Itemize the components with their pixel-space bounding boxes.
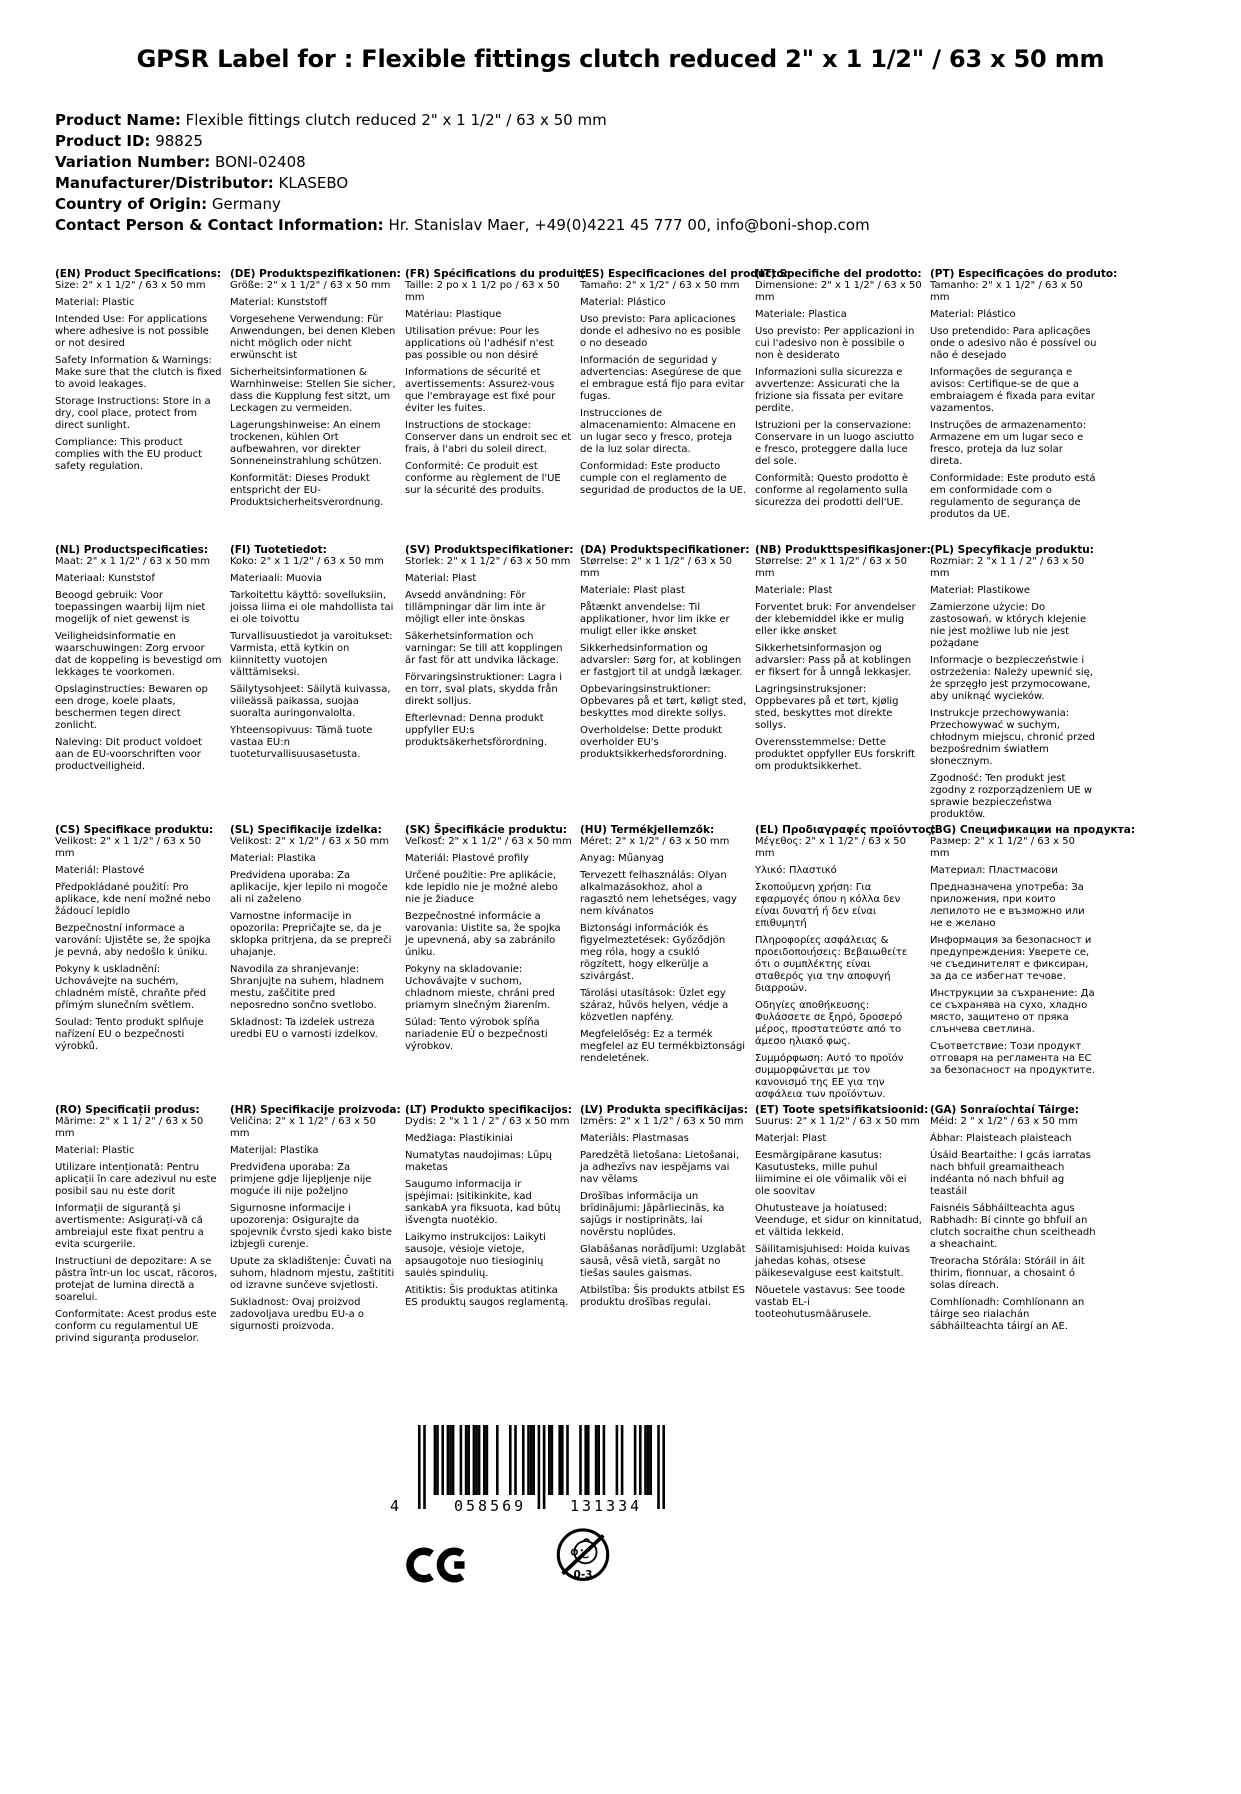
spec-paragraph: Sukladnost: Ovaj proizvod zadovoljava uredbu EU-a o sigurnosti proizvoda.: [230, 1297, 365, 1332]
spec-paragraph: Material: Plástico: [930, 309, 1016, 320]
spec-paragraph: Vorgesehene Verwendung: Für Anwendungen, bei denen Kleben nicht möglich oder nicht erwünscht ist: [230, 314, 396, 361]
spec-paragraph: Instrucciones de almacenamiento: Almacene en un lugar seco y fresco, proteja de la luz solar directa.: [580, 408, 736, 455]
lang-paragraphs: [930, 1116, 1097, 1333]
spec-paragraph: Предназначена употреба: За приложения, при които лепилото не е възможно или не е желано: [930, 882, 1085, 929]
lang-block-cs: [55, 824, 222, 1053]
spec-paragraph: Suurus: 2" x 1 1/2" / 63 x 50 mm: [755, 1116, 920, 1127]
spec-paragraph: Säilitamisjuhised: Hoida kuivas jahedas kohas, otsese päikesevalguse eest kaitstult.: [755, 1244, 911, 1279]
spec-paragraph: Conformitate: Acest produs este conform cu regulamentul UE privind siguranța produselor.: [55, 1309, 217, 1344]
lang-heading: (IT) Specifiche del prodotto:: [755, 268, 922, 280]
spec-paragraph: Pokyny na skladovanie: Uchovávajte v suchom, chladnom mieste, chráni pred priamym slnečným žiarením.: [405, 964, 555, 1011]
spec-paragraph: Naleving: Dit product voldoet aan de EU-voorschriften voor productveiligheid.: [55, 737, 203, 772]
spec-paragraph: Dydis: 2 "x 1 1 / 2" / 63 x 50 mm: [405, 1116, 570, 1127]
lang-heading: (EN) Product Specifications:: [55, 268, 222, 280]
spec-paragraph: Yhteensopivuus: Tämä tuote vastaa EU:n tuoteturvallisuusasetusta.: [230, 725, 373, 760]
lang-paragraphs: [55, 280, 222, 473]
lang-paragraphs: [930, 836, 1097, 1077]
spec-paragraph: Saugumo informacija ir įspėjimai: Įsitikinkite, kad sankabA yra fiksuota, kad būtų išvengta nuotėkio.: [405, 1179, 561, 1226]
spec-paragraph: Veličina: 2" x 1 1/2" / 63 x 50 mm: [230, 1116, 376, 1139]
spec-paragraph: Materiale: Plast plast: [580, 585, 685, 596]
spec-paragraph: Bezpečnostní informace a varování: Ujistěte se, že spojka je pevná, aby nedošlo k úniku.: [55, 923, 211, 958]
lang-block-es: [580, 268, 788, 497]
spec-paragraph: Atbilstība: Šis produkts atbilst ES produktu drošības regulai.: [580, 1285, 746, 1308]
spec-paragraph: Velikost: 2" x 1 1/2" / 63 x 50 mm: [55, 836, 201, 859]
spec-paragraph: Overholdelse: Dette produkt overholder EU's produktsikkerhedsforordning.: [580, 725, 728, 760]
spec-paragraph: Určené použitie: Pre aplikácie, kde lepidlo nie je možné alebo nie je žiaduce: [405, 870, 558, 905]
spec-paragraph: Opbevaringsinstruktioner: Opbevares på et tørt, køligt sted, beskyttes mod direkte sollys.: [580, 684, 747, 719]
spec-paragraph: Material: Plástico: [580, 297, 666, 308]
spec-paragraph: Veiligheidsinformatie en waarschuwingen: Zorg ervoor dat de koppeling is bevestigd om lekkages te voorkomen.: [55, 631, 222, 678]
spec-paragraph: Uso previsto: Per applicazioni in cui l'adesivo non è possibile o non è desiderato: [755, 326, 915, 361]
lang-paragraphs: [55, 556, 222, 773]
spec-paragraph: Materiale: Plast: [755, 585, 833, 596]
product-info-row: [55, 215, 1241, 236]
spec-paragraph: Matériau: Plastique: [405, 309, 502, 320]
lang-paragraphs: [230, 280, 397, 509]
spec-paragraph: Sikkerhetsinformasjon og advarsler: Pass på at koblingen er fiksert for å unngå lekkasjer.: [755, 643, 912, 678]
spec-paragraph: Instruções de armazenamento: Armazene em um lugar seco e fresco, proteja da luz solar direta.: [930, 420, 1087, 467]
spec-paragraph: Drošības informācija un brīdinājumi: Jāpārliecinās, ka sajūgs ir nostiprināts, lai novērstu noplūdes.: [580, 1191, 725, 1238]
spec-paragraph: Materjal: Plast: [755, 1133, 827, 1144]
lang-heading: (FR) Spécifications du produit:: [405, 268, 587, 280]
spec-paragraph: Tervezett felhasználás: Olyan alkalmazásokhoz, ahol a ragasztó nem lehetséges, vagy nem kívánatos: [580, 870, 737, 917]
spec-paragraph: Predvidena uporaba: Za aplikacije, kjer lepilo ni mogoče ali ni zaželeno: [230, 870, 388, 905]
lang-block-fi: [230, 544, 397, 761]
spec-paragraph: Bezpečnostné informácie a varovania: Uistite sa, že spojka je upevnená, aby sa zabránilo úniku.: [405, 911, 561, 958]
lang-heading: (HR) Specifikacije proizvoda:: [230, 1104, 401, 1116]
spec-paragraph: Maat: 2" x 1 1/2" / 63 x 50 mm: [55, 556, 210, 567]
field-value: Flexible fittings clutch reduced 2" x 1 1/2" / 63 x 50 mm: [185, 111, 607, 129]
spec-paragraph: Información de seguridad y advertencias: Asegúrese de que el embrague está fijo para evitar fugas.: [580, 355, 745, 402]
spec-paragraph: Ohutusteave ja hoiatused: Veenduge, et sidur on kinnitatud, et vältida lekkeid.: [755, 1203, 922, 1238]
lang-paragraphs: [755, 556, 922, 773]
spec-paragraph: Faisnéis Sábháilteachta agus Rabhadh: Bí cinnte go bhfuil an clutch socraithe chun sceitheadh a sheachaint.: [930, 1203, 1096, 1250]
spec-paragraph: Sicherheitsinformationen & Warnhinweise: Stellen Sie sicher, dass die Kupplung fest sitzt, um Leckagen zu vermeiden.: [230, 367, 396, 414]
spec-paragraph: Størrelse: 2" x 1 1/2" / 63 x 50 mm: [755, 556, 907, 579]
field-label: Manufacturer/Distributor:: [55, 174, 274, 192]
spec-paragraph: Sigurnosne informacije i upozorenja: Osigurajte da spojevnik čvrsto sjedi kako biste izbjegli curenje.: [230, 1203, 392, 1250]
spec-paragraph: Størrelse: 2" x 1 1/2" / 63 x 50 mm: [580, 556, 732, 579]
spec-paragraph: Varnostne informacije in opozorila: Prepričajte se, da je sklopka pritrjena, da se prepreči uhajanje.: [230, 911, 392, 958]
spec-paragraph: Lagerungshinweise: An einem trockenen, kühlen Ort aufbewahren, vor direkter Sonneneinstrahlung schützen.: [230, 420, 382, 467]
spec-paragraph: Ábhar: Plaisteach plaisteach: [930, 1133, 1072, 1144]
age-warning-0-3-icon: [552, 1525, 614, 1600]
spec-paragraph: Turvallisuustiedot ja varoitukset: Varmista, että kytkin on kiinnitetty vuotojen välttämiseksi.: [230, 631, 393, 678]
spec-paragraph: Glabāšanas norādījumi: Uzglabāt sausā, vēsā vietā, sargāt no tiešas saules gaismas.: [580, 1244, 746, 1279]
spec-paragraph: Material: Plast: [405, 573, 477, 584]
spec-paragraph: Storlek: 2" x 1 1/2" / 63 x 50 mm: [405, 556, 571, 567]
lang-paragraphs: [930, 280, 1097, 521]
spec-paragraph: Súlad: Tento výrobok spĺňa nariadenie EÚ o bezpečnosti výrobkov.: [405, 1017, 548, 1052]
spec-paragraph: Biztonsági információk és figyelmeztetések: Győződjön meg róla, hogy a csukló rögzített, hogy elkerülje a szivárgást.: [580, 923, 726, 982]
spec-paragraph: Size: 2" x 1 1/2" / 63 x 50 mm: [55, 280, 206, 291]
lang-block-da: [580, 544, 750, 761]
spec-paragraph: Tarkoitettu käyttö: sovelluksiin, joissa liima ei ole mahdollista tai ei ole toivottu: [230, 590, 394, 625]
spec-paragraph: Atitiktis: Šis produktas atitinka ES produktų saugos reglamentą.: [405, 1285, 569, 1308]
spec-paragraph: Informații de siguranță și avertismente: Asigurați-vă că ambreiajul este fixat pentru a evita scurgerile.: [55, 1203, 204, 1250]
spec-paragraph: Påtænkt anvendelse: Til applikationer, hvor lim ikke er muligt eller ikke ønsket: [580, 602, 730, 637]
spec-paragraph: Материал: Пластмасови: [930, 865, 1058, 876]
lang-heading: (DE) Produktspezifikationen:: [230, 268, 401, 280]
spec-paragraph: Uso pretendido: Para aplicações onde o adesivo não é possível ou não é desejado: [930, 326, 1097, 361]
lang-heading: (BG) Спецификации на продукта:: [930, 824, 1136, 836]
spec-paragraph: Anyag: Műanyag: [580, 853, 664, 864]
spec-paragraph: Lagringsinstruksjoner: Oppbevares på et tørt, kjølig sted, beskyttes mot direkte sollys.: [755, 684, 899, 731]
spec-paragraph: Materiał: Plastikowe: [930, 585, 1030, 596]
lang-block-ga: [930, 1104, 1097, 1333]
spec-paragraph: Material: Plastic: [55, 1145, 135, 1156]
spec-paragraph: Materiāls: Plastmasas: [580, 1133, 689, 1144]
lang-paragraphs: [580, 556, 747, 761]
lang-heading: (PT) Especificações do produto:: [930, 268, 1118, 280]
spec-paragraph: Sikkerhedsinformation og advarsler: Sørg for, at koblingen er fastgjort til at undgå lækager.: [580, 643, 743, 678]
spec-paragraph: Material: Plastika: [230, 853, 316, 864]
spec-paragraph: Pokyny k uskladnění: Uchovávejte na suchém, chladném místě, chraňte před přímým slunečním světlem.: [55, 964, 207, 1011]
spec-paragraph: Izmērs: 2" x 1 1/2" / 63 x 50 mm: [580, 1116, 744, 1127]
spec-paragraph: Förvaringsinstruktioner: Lagra i en torr, sval plats, skydda från direkt solljus.: [405, 672, 562, 707]
lang-block-sk: [405, 824, 572, 1053]
spec-paragraph: Säkerhetsinformation och varningar: Se till att kopplingen är fast för att undvika läckage.: [405, 631, 563, 666]
lang-heading: (ES) Especificaciones del producto:: [580, 268, 788, 280]
lang-block-lv: [580, 1104, 747, 1309]
spec-paragraph: Intended Use: For applications where adhesive is not possible or not desired: [55, 314, 209, 349]
spec-paragraph: Dimensione: 2" x 1 1/2" / 63 x 50 mm: [755, 280, 922, 303]
spec-paragraph: Οδηγίες αποθήκευσης: Φυλάσσετε σε ξηρό, δροσερό μέρος, προστατεύστε από το άμεσο ηλιακό φως.: [755, 1000, 903, 1047]
lang-block-lt: [405, 1104, 572, 1309]
spec-paragraph: Πληροφορίες ασφάλειας & προειδοποιήσεις: Βεβαιωθείτε ότι ο συμπλέκτης είναι σταθερός για την αποφυγή διαρροών.: [755, 935, 908, 994]
age-warning-label: 0-3: [573, 1569, 593, 1582]
page-title: GPSR Label for : Flexible fittings clutch reduced 2" x 1 1/2" / 63 x 50 mm: [136, 45, 1105, 73]
product-info-row: [55, 110, 1241, 131]
spec-paragraph: Beoogd gebruik: Voor toepassingen waarbij lijm niet mogelijk of niet gewenst is: [55, 590, 206, 625]
product-info-row: [55, 152, 1241, 173]
ce-mark-icon: [406, 1533, 472, 1601]
spec-paragraph: Conformidad: Este producto cumple con el reglamento de seguridad de productos de la UE.: [580, 461, 747, 496]
lang-block-de: [230, 268, 401, 509]
lang-paragraphs: [930, 556, 1097, 821]
spec-paragraph: Velikost: 2" x 1/2" / 63 x 50 mm: [230, 836, 390, 847]
spec-paragraph: Säilytysohjeet: Säilytä kuivassa, viileässä paikassa, suojaa suoralta auringonvalolta.: [230, 684, 391, 719]
field-value: KLASEBO: [278, 174, 349, 192]
spec-paragraph: Tamanho: 2" x 1 1/2" / 63 x 50 mm: [930, 280, 1083, 303]
spec-paragraph: Navodila za shranjevanje: Shranjujte na suhem, hladnem mestu, zaščitite pred neposredno sončno svetlobo.: [230, 964, 385, 1011]
spec-paragraph: Opslaginstructies: Bewaren op een droge, koele plaats, beschermen tegen direct zonlicht.: [55, 684, 208, 731]
spec-paragraph: Utilisation prévue: Pour les applications où l'adhésif n'est pas possible ou non désiré: [405, 326, 554, 361]
lang-heading: (RO) Specificații produs:: [55, 1104, 200, 1116]
label-footer: [0, 1425, 1241, 1725]
barcode-digit-system: 4: [390, 1497, 403, 1515]
lang-block-nb: [755, 544, 931, 773]
lang-block-ro: [55, 1104, 222, 1345]
spec-paragraph: Předpokládané použití: Pro aplikace, kde není možné nebo žádoucí lepidlo: [55, 882, 211, 917]
lang-paragraphs: [580, 280, 747, 497]
product-info-row: [55, 173, 1241, 194]
field-value: Hr. Stanislav Maer, +49(0)4221 45 777 00, info@boni-shop.com: [388, 216, 870, 234]
product-info-row: [55, 194, 1241, 215]
spec-paragraph: Materijal: Plastika: [230, 1145, 319, 1156]
spec-paragraph: Utilizare intenționată: Pentru aplicații în care adezivul nu este posibil sau nu este dorit: [55, 1162, 217, 1197]
spec-paragraph: Numatytas naudojimas: Lūpų maketas: [405, 1150, 553, 1173]
gpsr-label-page: [0, 40, 1241, 1794]
spec-paragraph: Paredzētā lietošana: Lietošanai, ja adhezīvs nav iespējams vai nav vēlams: [580, 1150, 740, 1185]
spec-paragraph: Instructions de stockage: Conserver dans un endroit sec et frais, à l'abri du soleil direct.: [405, 420, 572, 455]
product-info-row: [55, 131, 1241, 152]
spec-paragraph: Laikymo instrukcijos: Laikyti sausoje, vėsioje vietoje, apsaugotoje nuo tiesioginių saulės spindulių.: [405, 1232, 546, 1279]
spec-paragraph: Upute za skladištenje: Čuvati na suhom, hladnom mjestu, zaštititi od izravne sunčeve svjetlosti.: [230, 1256, 395, 1291]
spec-paragraph: Tárolási utasítások: Üzlet egy száraz, hűvös helyen, védje a közvetlen napfény.: [580, 988, 729, 1023]
spec-paragraph: Informações de segurança e avisos: Certifique-se de que a embraiagem é fixada para evitar vazamentos.: [930, 367, 1096, 414]
lang-paragraphs: [405, 556, 572, 749]
spec-paragraph: Съответствие: Този продукт отговаря на регламента на ЕС за безопасност на продуктите.: [930, 1041, 1095, 1076]
spec-paragraph: Compliance: This product complies with the EU product safety regulation.: [55, 437, 203, 472]
field-label: Country of Origin:: [55, 195, 208, 213]
lang-paragraphs: [230, 556, 397, 761]
spec-paragraph: Tamaño: 2" x 1/2" / 63 x 50 mm: [580, 280, 740, 291]
spec-paragraph: Comhlíonadh: Comhlíonann an táirge seo rialachán sábháilteachta táirgí an AE.: [930, 1297, 1085, 1332]
lang-heading: (ET) Toote spetsifikatsioonid:: [755, 1104, 929, 1116]
spec-paragraph: Megfelelőség: Ez a termék megfelel az EU termékbiztonsági rendeletének.: [580, 1029, 746, 1064]
field-value: BONI-02408: [215, 153, 306, 171]
spec-paragraph: Informazioni sulla sicurezza e avvertenze: Assicurati che la frizione sia fissata per evitare perdite.: [755, 367, 904, 414]
lang-heading: (GA) Sonraíochtaí Táirge:: [930, 1104, 1079, 1116]
spec-paragraph: Material: Kunststoff: [230, 297, 328, 308]
lang-heading: (SV) Produktspecifikationer:: [405, 544, 574, 556]
spec-paragraph: Mărime: 2" x 1 1/ 2" / 63 x 50 mm: [55, 1116, 204, 1139]
spec-paragraph: Koko: 2" x 1 1/2" / 63 x 50 mm: [230, 556, 384, 567]
spec-paragraph: Eesmärgipärane kasutus: Kasutusteks, mille puhul liimimine ei ole võimalik või ei ole soovitav: [755, 1150, 907, 1197]
spec-paragraph: Conformidade: Este produto está em conformidade com o regulamento de segurança de produtos da UE.: [930, 473, 1096, 520]
spec-paragraph: Storage Instructions: Store in a dry, cool place, protect from direct sunlight.: [55, 396, 211, 431]
lang-block-it: [755, 268, 922, 509]
spec-paragraph: Konformität: Dieses Produkt entspricht der EU-Produktsicherheitsverordnung.: [230, 473, 384, 508]
lang-heading: (LV) Produkta specifikācijas:: [580, 1104, 748, 1116]
spec-paragraph: Soulad: Tento produkt splňuje nařízení EU o bezpečnosti výrobků.: [55, 1017, 204, 1052]
spec-paragraph: Forventet bruk: For anvendelser der klebemiddel ikke er mulig eller ikke ønsket: [755, 602, 916, 637]
spec-paragraph: Predviđena uporaba: Za primjene gdje lijepljenje nije moguće ili nije poželjno: [230, 1162, 372, 1197]
spec-paragraph: Zgodność: Ten produkt jest zgodny z rozporządzeniem UE w sprawie bezpieczeństwa produktów.: [930, 773, 1093, 820]
spec-paragraph: Συμμόρφωση: Αυτό το προϊόν συμμορφώνεται με τον κανονισμό της ΕΕ για την ασφάλεια των προϊόντων.: [755, 1053, 904, 1100]
field-label: Variation Number:: [55, 153, 211, 171]
spec-paragraph: Medžiaga: Plastikiniai: [405, 1133, 513, 1144]
spec-paragraph: Informations de sécurité et avertissements: Assurez-vous que l'embrayage est fixé pour éviter les fuites.: [405, 367, 556, 414]
spec-paragraph: Zamierzone użycie: Do zastosowań, w których klejenie nie jest możliwe lub nie jest pożądane: [930, 602, 1087, 649]
spec-paragraph: Uso previsto: Para aplicaciones donde el adhesivo no es posible o no deseado: [580, 314, 741, 349]
spec-paragraph: Instrukcje przechowywania: Przechowywać w suchym, chłodnym miejscu, chronić przed bezpośrednim światłem słonecznym.: [930, 708, 1096, 767]
lang-paragraphs: [405, 280, 572, 497]
spec-paragraph: Efterlevnad: Denna produkt uppfyller EU:s produktsäkerhetsförordning.: [405, 713, 548, 748]
lang-block-bg: [930, 824, 1136, 1077]
spec-paragraph: Materiaal: Kunststof: [55, 573, 155, 584]
spec-paragraph: Instructiuni de depozitare: A se păstra într-un loc uscat, răcoros, protejat de lumina directă a soarelui.: [55, 1256, 218, 1303]
barcode-digits-right: 131334: [570, 1497, 643, 1515]
lang-block-sl: [230, 824, 397, 1041]
lang-block-pt: [930, 268, 1118, 521]
spec-paragraph: Istruzioni per la conservazione: Conservare in un luogo asciutto e fresco, proteggere dalla luce del sole.: [755, 420, 915, 467]
spec-paragraph: Materiál: Plastové profily: [405, 853, 529, 864]
lang-block-fr: [405, 268, 587, 497]
lang-paragraphs: [405, 1116, 572, 1309]
field-label: Contact Person & Contact Information:: [55, 216, 384, 234]
spec-paragraph: Material: Plastic: [55, 297, 135, 308]
field-label: Product Name:: [55, 111, 181, 129]
ean13-barcode: [390, 1425, 680, 1525]
lang-heading: (CS) Specifikace produktu:: [55, 824, 214, 836]
lang-block-sv: [405, 544, 572, 749]
lang-paragraphs: [755, 836, 922, 1101]
spec-paragraph: Conformità: Questo prodotto è conforme al regolamento sulla sicurezza dei prodotti dell'UE.: [755, 473, 909, 508]
spec-paragraph: Méid: 2 " x 1/2" / 63 x 50 mm: [930, 1116, 1078, 1127]
lang-heading: (NB) Produkttspesifikasjoner:: [755, 544, 931, 556]
spec-paragraph: Nõuetele vastavus: See toode vastab EL-i tooteohutusmäärusele.: [755, 1285, 906, 1320]
spec-paragraph: Méret: 2" x 1/2" / 63 x 50 mm: [580, 836, 730, 847]
spec-paragraph: Σκοπούμενη χρήση: Για εφαρμογές όπου η κόλλα δεν είναι δυνατή ή δεν είναι επιθυμητή: [755, 882, 901, 929]
field-value: Germany: [211, 195, 281, 213]
spec-paragraph: Materiale: Plastica: [755, 309, 847, 320]
lang-heading: (FI) Tuotetiedot:: [230, 544, 327, 556]
lang-heading: (DA) Produktspecifikationer:: [580, 544, 750, 556]
lang-heading: (EL) Προδιαγραφές προϊόντος:: [755, 824, 936, 836]
lang-paragraphs: [755, 1116, 922, 1321]
field-label: Product ID:: [55, 132, 151, 150]
spec-paragraph: Инструкции за съхранение: Да се съхранява на сухо, хладно място, защитено от пряка слънчева светлина.: [930, 988, 1095, 1035]
spec-paragraph: Conformité: Ce produit est conforme au règlement de l'UE sur la sécurité des produits.: [405, 461, 561, 496]
lang-heading: (HU) Termékjellemzők:: [580, 824, 715, 836]
spec-paragraph: Υλικό: Πλαστικό: [755, 865, 837, 876]
lang-block-el: [755, 824, 936, 1101]
spec-paragraph: Skladnost: Ta izdelek ustreza uredbi EU o varnosti izdelkov.: [230, 1017, 378, 1040]
lang-heading: (PL) Specyfikacje produktu:: [930, 544, 1094, 556]
spec-paragraph: Taille: 2 po x 1 1/2 po / 63 x 50 mm: [405, 280, 560, 303]
spec-paragraph: Größe: 2" x 1 1/2" / 63 x 50 mm: [230, 280, 391, 291]
lang-paragraphs: [755, 280, 922, 509]
spec-paragraph: Μέγεθος: 2" x 1 1/2" / 63 x 50 mm: [755, 836, 906, 859]
lang-block-hr: [230, 1104, 401, 1333]
lang-block-et: [755, 1104, 929, 1321]
lang-paragraphs: [405, 836, 572, 1053]
spec-paragraph: Veľkosť: 2" x 1 1/2" / 63 x 50 mm: [405, 836, 572, 847]
lang-heading: (SL) Specifikacije izdelka:: [230, 824, 382, 836]
lang-paragraphs: [55, 836, 222, 1053]
spec-paragraph: Overensstemmelse: Dette produktet oppfyller EUs forskrift om produktsikkerhet.: [755, 737, 916, 772]
spec-paragraph: Safety Information & Warnings: Make sure that the clutch is fixed to avoid leakages.: [55, 355, 222, 390]
barcode-digits-left: 058569: [454, 1497, 527, 1515]
spec-paragraph: Avsedd användning: För tillämpningar där lim inte är möjligt eller inte önskas: [405, 590, 546, 625]
lang-block-hu: [580, 824, 747, 1065]
language-grid: [55, 268, 1241, 1345]
lang-paragraphs: [580, 836, 747, 1065]
spec-paragraph: Информация за безопасност и предупреждения: Уверете се, че съединителят е фиксиран, за да се избегнат течове.: [930, 935, 1092, 982]
lang-block-nl: [55, 544, 222, 773]
spec-paragraph: Materiaali: Muovia: [230, 573, 322, 584]
lang-block-en: [55, 268, 222, 473]
product-info: [55, 110, 1241, 236]
lang-paragraphs: [230, 1116, 397, 1333]
spec-paragraph: Materiál: Plastové: [55, 865, 145, 876]
spec-paragraph: Размер: 2" x 1 1/2" / 63 x 50 mm: [930, 836, 1075, 859]
lang-heading: (NL) Productspecificaties:: [55, 544, 209, 556]
lang-paragraphs: [55, 1116, 222, 1345]
lang-heading: (SK) Špecifikácie produktu:: [405, 824, 568, 836]
spec-paragraph: Treoracha Stórála: Stóráil in áit thirim, fionnuar, a chosaint ó solas díreach.: [930, 1256, 1085, 1291]
spec-paragraph: Úsáid Beartaithe: I gcás iarratas nach bhfuil greamaitheach indéanta nó nach bhfuil ag teastáil: [930, 1150, 1091, 1197]
lang-paragraphs: [580, 1116, 747, 1309]
lang-block-pl: [930, 544, 1097, 821]
spec-paragraph: Rozmiar: 2 "x 1 1 / 2" / 63 x 50 mm: [930, 556, 1085, 579]
spec-paragraph: Informacje o bezpieczeństwie i ostrzeżenia: Należy upewnić się, że sprzęgło jest przymocowane, aby uniknąć wycieków.: [930, 655, 1093, 702]
lang-heading: (LT) Produkto specifikacijos:: [405, 1104, 572, 1116]
field-value: 98825: [155, 132, 203, 150]
lang-paragraphs: [230, 836, 397, 1041]
